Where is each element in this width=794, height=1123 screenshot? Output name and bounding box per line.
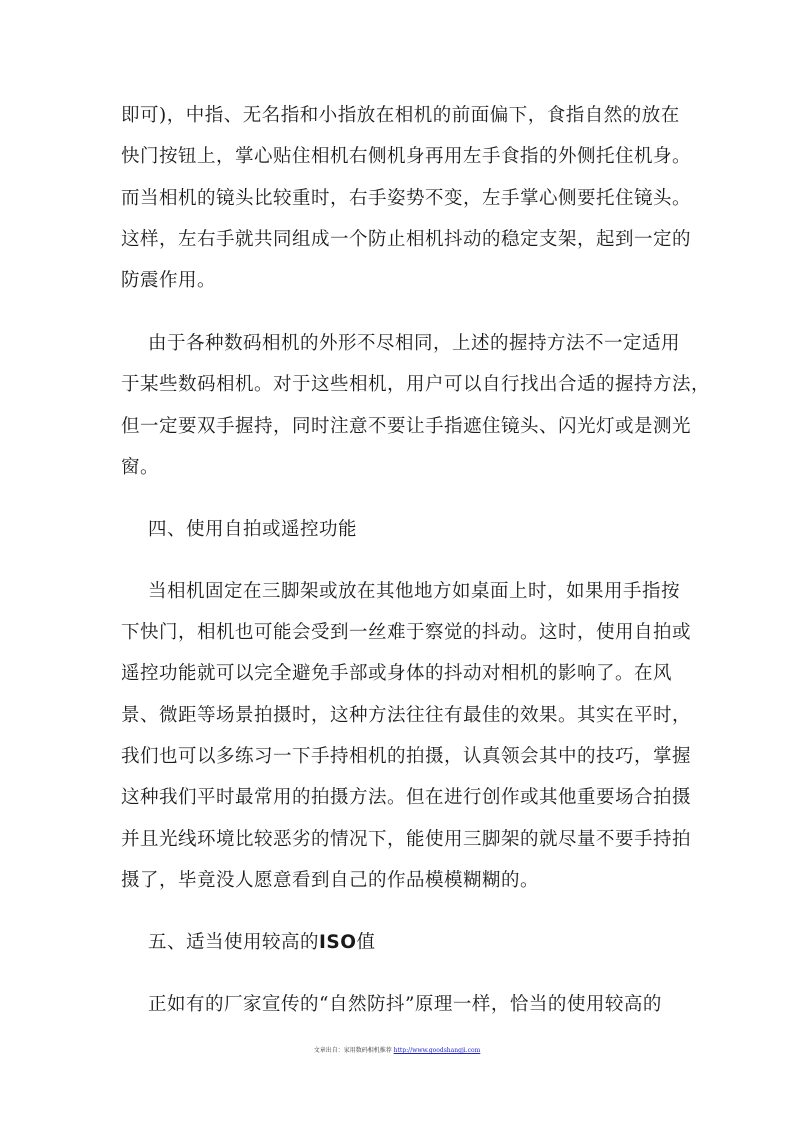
heading-5-iso: ISO — [319, 932, 357, 953]
paragraph-1-line-2: 快门按钮上，掌心贴住相机右侧机身再用左手食指的外侧托住机身。 — [121, 146, 692, 167]
paragraph-2-line-4: 窗。 — [121, 457, 160, 478]
paragraph-1-line-3: 而当相机的镜头比较重时，右手姿势不变，左手掌心侧要托住镜头。 — [121, 188, 692, 209]
footer-label: 文章出自：家用数码相机推荐 — [313, 1047, 392, 1054]
paragraph-3-line-7: 并且光线环境比较恶劣的情况下，能使用三脚架的就尽量不要手持拍 — [121, 829, 692, 850]
section-heading-5 — [148, 931, 375, 955]
paragraph-2-line-2: 于某些数码相机。对于这些相机，用户可以自行找出合适的握持方法， — [121, 374, 711, 395]
paragraph-1-line-5: 防震作用。 — [121, 270, 217, 291]
paragraph-1-line-1: 即可)，中指、无名指和小指放在相机的前面偏下，食指自然的放在 — [121, 105, 680, 126]
footer-link[interactable]: http://www.goodshangji.com — [393, 1047, 481, 1054]
paragraph-3-line-6: 这种我们平时最常用的拍摄方法。但在进行创作或其他重要场合拍摄 — [121, 787, 692, 808]
paragraph-3-line-1: 当相机固定在三脚架或放在其他地方如桌面上时，如果用手指按 — [148, 581, 681, 602]
section-heading-4: 四、使用自拍或遥控功能 — [148, 519, 358, 540]
paragraph-3-line-8: 摄了，毕竟没人愿意看到自己的作品模模糊糊的。 — [121, 870, 540, 891]
paragraph-3-line-2: 下快门，相机也可能会受到一丝难于察觉的抖动。这时，使用自拍或 — [121, 622, 692, 643]
paragraph-3-line-3: 遥控功能就可以完全避免手部或身体的抖动对相机的影响了。在风 — [121, 663, 673, 684]
heading-5-suffix: 值 — [356, 932, 376, 953]
page-footer — [0, 1047, 794, 1055]
paragraph-2-line-1: 由于各种数码相机的外形不尽相同，上述的握持方法不一定适用 — [148, 333, 681, 354]
paragraph-2-line-3: 但一定要双手握持，同时注意不要让手指遮住镜头、闪光灯或是测光 — [121, 416, 692, 437]
paragraph-3-line-5: 我们也可以多练习一下手持相机的拍摄，认真领会其中的技巧，掌握 — [121, 746, 692, 767]
heading-5-prefix: 五、适当使用较高的 — [148, 932, 320, 953]
paragraph-3-line-4: 景、微距等场景拍摄时，这种方法往往有最佳的效果。其实在平时， — [121, 705, 692, 726]
paragraph-4-line-1: 正如有的厂家宣传的“自然防抖”原理一样，恰当的使用较高的 — [148, 994, 662, 1015]
paragraph-1-line-4: 这样，左右手就共同组成一个防止相机抖动的稳定支架，起到一定的 — [121, 229, 692, 250]
